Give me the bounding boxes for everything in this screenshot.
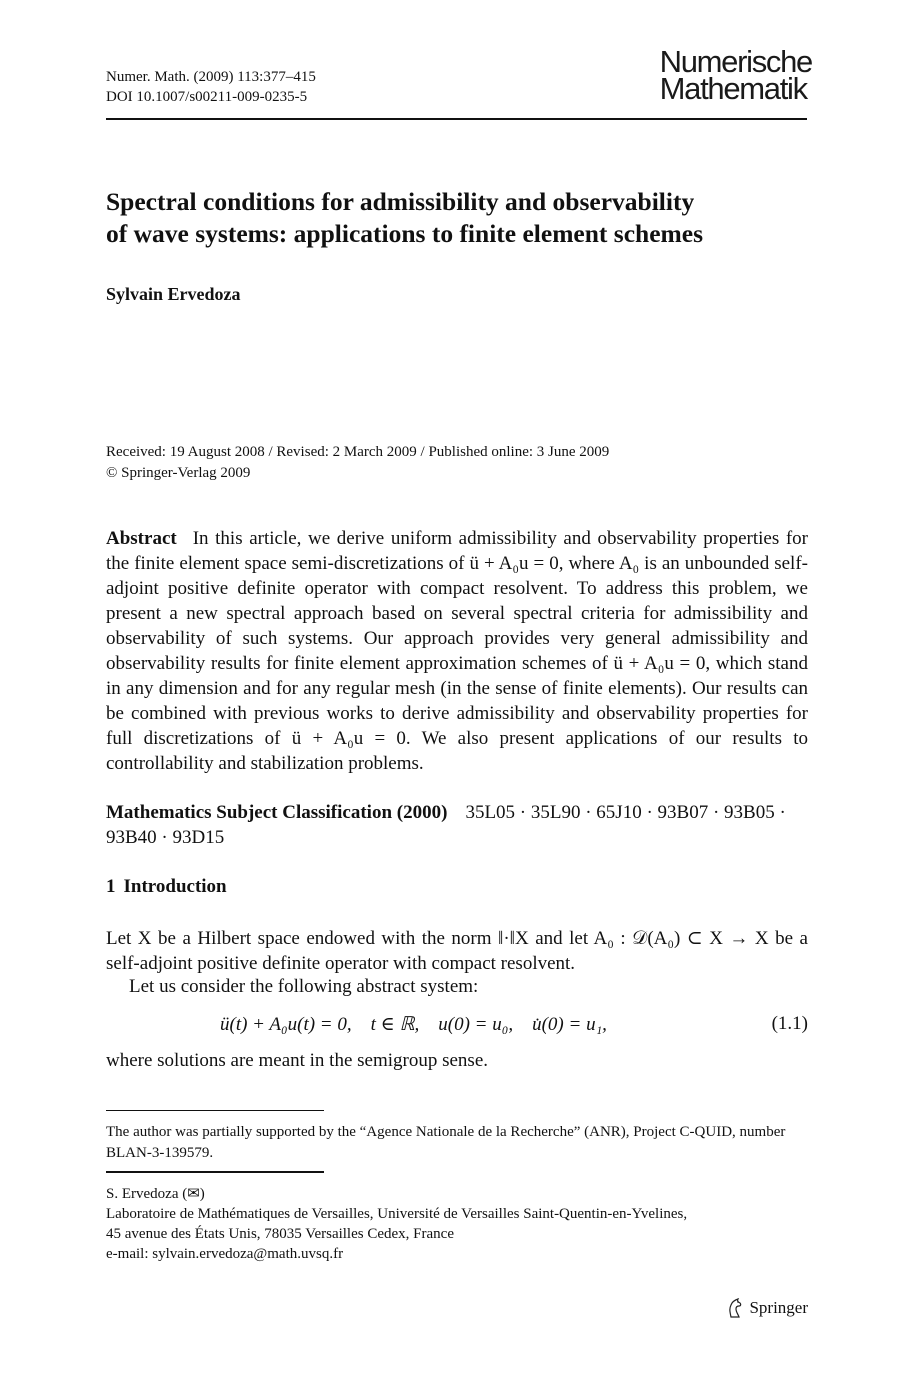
header-divider xyxy=(106,118,807,120)
publisher-name: Springer xyxy=(749,1298,808,1317)
doi: DOI 10.1007/s00211-009-0235-5 xyxy=(106,89,308,105)
intro-paragraph-3: where solutions are meant in the semigroup sense. xyxy=(106,1050,489,1071)
article-title xyxy=(106,186,806,250)
affiliation-divider xyxy=(106,1171,324,1173)
corresponding-author: S. Ervedoza (✉) xyxy=(106,1186,205,1202)
funding-footnote: The author was partially supported by the “Agence Nationale de la Recherche” (ANR), Project C-QUID, number BLAN-3-139579. xyxy=(106,1124,786,1161)
affiliation-line1: Laboratoire de Mathématiques de Versailles, Université de Versailles Saint-Quentin-en-Yvelines, xyxy=(106,1206,688,1222)
publication-dates xyxy=(106,442,609,484)
title-line2: of wave systems: applications to finite element schemes xyxy=(106,219,704,248)
intro-paragraph-2: Let us consider the following abstract system: xyxy=(129,976,479,997)
msc-classification xyxy=(106,800,808,850)
journal-logo xyxy=(659,44,812,106)
author-email: e-mail: sylvain.ervedoza@math.uvsq.fr xyxy=(106,1246,344,1262)
author-affiliation xyxy=(106,1184,687,1264)
abstract-text: In this article, we derive uniform admissibility and observability properties for the finite element space semi-discretizations of ü + A₀u = 0, where A₀ is an unbounded self-adjoint positive definite operator with compact resolvent. To address this problem, we present a new spectral approach based on several spectral criteria for admissibility and observability of such systems. Our approach provides very general admissibility and observability results for finite element approximation schemes of ü + A₀u = 0, which stand in any dimension and for any regular mesh (in the sense of finite elements). Our results can be combined with previous works to derive admissibility and observability properties for full discretizations of ü + A₀u = 0. We also present applications of our results to controllability and stabilization problems. xyxy=(106,528,808,774)
history-dates: Received: 19 August 2008 / Revised: 2 March 2009 / Published online: 3 June 2009 xyxy=(106,444,610,460)
equation-number: (1.1) xyxy=(771,1013,808,1034)
section-heading xyxy=(106,876,227,898)
citation: Numer. Math. (2009) 113:377–415 xyxy=(106,69,316,85)
journal-reference xyxy=(106,67,316,107)
abstract xyxy=(106,526,808,776)
author-name: Sylvain Ervedoza xyxy=(106,284,241,304)
footnote-divider xyxy=(106,1110,324,1111)
msc-label: Mathematics Subject Classification (2000) xyxy=(106,802,448,823)
springer-horse-icon xyxy=(727,1298,743,1318)
journal-logo-line2: Mathematik xyxy=(659,71,807,106)
journal-logo-line1: Numerische xyxy=(659,44,812,79)
section-title: Introduction xyxy=(123,876,227,897)
affiliation-line2: 45 avenue des États Unis, 78035 Versailles Cedex, France xyxy=(106,1226,454,1242)
copyright: © Springer-Verlag 2009 xyxy=(106,465,251,481)
abstract-label: Abstract xyxy=(106,528,177,549)
publisher-logo xyxy=(727,1298,808,1318)
intro-paragraph: Let X be a Hilbert space endowed with the norm ‖·‖X and let A₀ : 𝒟(A₀) ⊂ X → X be a self-adjoint positive definite operator with compact resolvent. xyxy=(106,928,808,974)
equation: ü(t) + A₀u(t) = 0, t ∈ ℝ, u(0) = u₀, u̇(0) = u₁, xyxy=(220,1014,607,1035)
msc-codes: 35L05 · 35L90 · 65J10 · 93B07 · 93B05 · 93B40 · 93D15 xyxy=(106,802,786,848)
title-line1: Spectral conditions for admissibility and observability xyxy=(106,187,695,216)
section-number: 1 xyxy=(106,876,116,897)
